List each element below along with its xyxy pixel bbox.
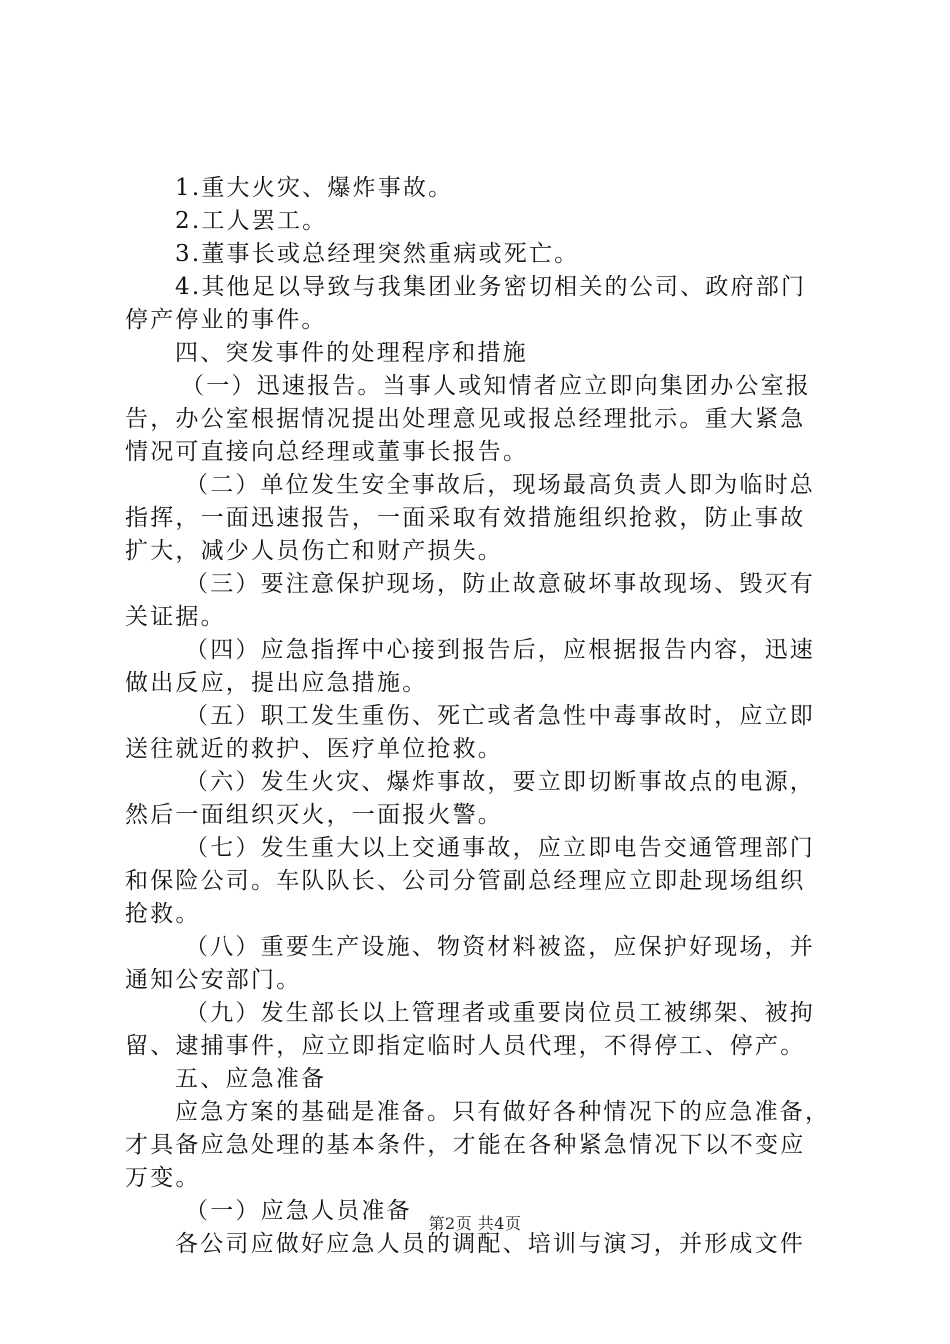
paragraph-4-line: 做出反应，提出应急措施。 xyxy=(125,670,428,696)
paragraph-2-line: （二）单位发生安全事故后，现场最高负责人即为临时总 xyxy=(185,472,815,498)
paragraph-6-line: （六）发生火灾、爆炸事故，要立即切断事故点的电源， xyxy=(185,769,815,795)
list-item-4: 4.其他足以导致与我集团业务密切相关的公司、政府部门 xyxy=(175,274,807,300)
paragraph-10-line: 万变。 xyxy=(125,1165,201,1191)
paragraph-8-line: （八）重要生产设施、物资材料被盗，应保护好现场，并 xyxy=(185,934,815,960)
subsection-heading: （一）应急人员准备 xyxy=(185,1198,412,1224)
paragraph-7-line: 和保险公司。车队队长、公司分管副总经理应立即赴现场组织 xyxy=(125,868,806,894)
paragraph-7-line: 抢救。 xyxy=(125,901,201,927)
paragraph-2-line: 扩大，减少人员伤亡和财产损失。 xyxy=(125,538,503,564)
list-item-2: 2.工人罢工。 xyxy=(175,208,328,234)
paragraph-9-line: （九）发生部长以上管理者或重要岗位员工被绑架、被拘 xyxy=(185,1000,815,1026)
paragraph-8-line: 通知公安部门。 xyxy=(125,967,302,993)
paragraph-3-line: 关证据。 xyxy=(125,604,226,630)
list-item-1: 1.重大火灾、爆炸事故。 xyxy=(175,175,454,201)
paragraph-5-line: （五）职工发生重伤、死亡或者急性中毒事故时，应立即 xyxy=(185,703,815,729)
list-item-3: 3.董事长或总经理突然重病或死亡。 xyxy=(175,241,580,267)
paragraph-7-line: （七）发生重大以上交通事故，应立即电告交通管理部门 xyxy=(185,835,815,861)
paragraph-6-line: 然后一面组织灭火，一面报火警。 xyxy=(125,802,503,828)
paragraph-4-line: （四）应急指挥中心接到报告后，应根据报告内容，迅速 xyxy=(185,637,815,663)
page-number-footer: 第2页 共4页 xyxy=(428,1214,522,1233)
paragraph-10-line: 应急方案的基础是准备。只有做好各种情况下的应急准备， xyxy=(175,1099,831,1125)
paragraph-1-line: 情况可直接向总经理或董事长报告。 xyxy=(125,439,529,465)
paragraph-5-line: 送往就近的救护、医疗单位抢救。 xyxy=(125,736,503,762)
section-heading-4: 四、突发事件的处理程序和措施 xyxy=(175,340,528,366)
paragraph-1-line: （一）迅速报告。当事人或知情者应立即向集团办公室报 xyxy=(181,373,811,399)
paragraph-10-line: 才具备应急处理的基本条件，才能在各种紧急情况下以不变应 xyxy=(125,1132,806,1158)
section-heading-5: 五、应急准备 xyxy=(175,1066,327,1092)
document-body xyxy=(125,172,845,1261)
paragraph-2-line: 指挥，一面迅速报告，一面采取有效措施组织抢救，防止事故 xyxy=(125,505,806,531)
paragraph-11-line: 各公司应做好应急人员的调配、培训与演习，并形成文件 xyxy=(175,1231,805,1257)
paragraph-1-line: 告，办公室根据情况提出处理意见或报总经理批示。重大紧急 xyxy=(125,406,806,432)
list-item-4-cont: 停产停业的事件。 xyxy=(125,307,327,333)
paragraph-9-line: 留、逮捕事件，应立即指定临时人员代理，不得停工、停产。 xyxy=(125,1033,806,1059)
paragraph-3-line: （三）要注意保护现场，防止故意破坏事故现场、毁灭有 xyxy=(185,571,815,597)
